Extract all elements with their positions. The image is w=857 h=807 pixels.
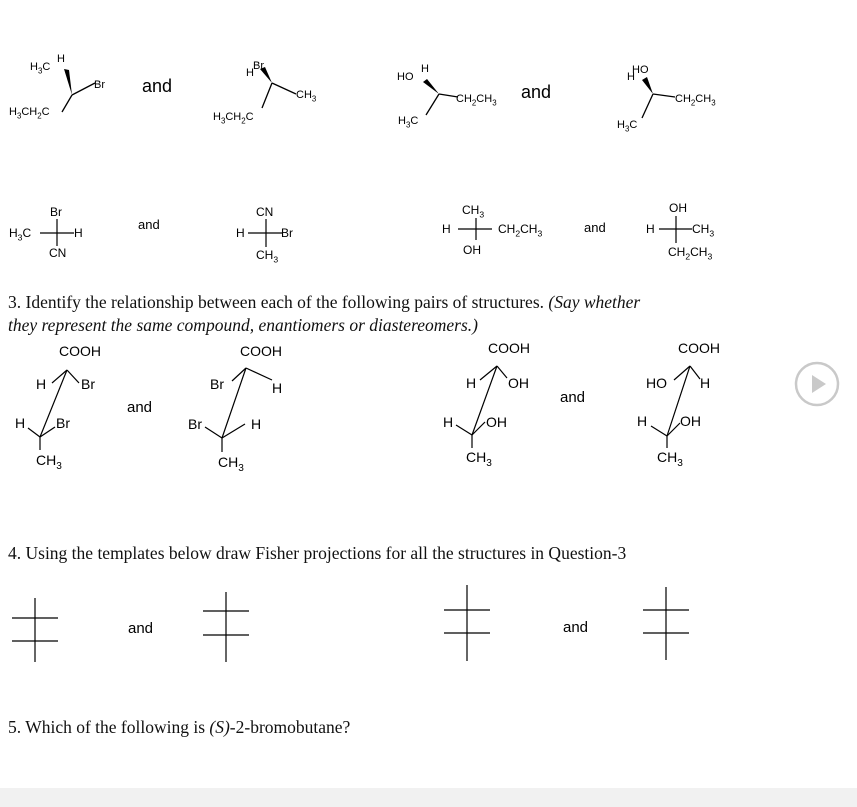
q4-number: 4. bbox=[8, 543, 22, 563]
q3-prompt-line1 bbox=[8, 292, 640, 313]
q1-d-ho: HO bbox=[632, 64, 649, 76]
q3-s2-c2-left: Br bbox=[188, 416, 202, 432]
q2-f3-top: $CH_3$ bbox=[462, 203, 485, 220]
q4-and-a: and bbox=[128, 620, 154, 637]
q4-template-1 bbox=[12, 598, 58, 662]
q1-b-br: Br bbox=[253, 60, 265, 72]
q1-molecule-d bbox=[642, 77, 675, 118]
q3-s2-c2-right: H bbox=[251, 416, 262, 432]
q2-and-b: and bbox=[584, 220, 606, 235]
q2-f4-left: H bbox=[646, 222, 655, 236]
q5-text-before: Which of the following is bbox=[25, 717, 206, 737]
q3-s1-c1-left: H bbox=[36, 376, 47, 392]
q2-f1-bottom: CN bbox=[49, 246, 67, 260]
q5-text-after: -2-bromobutane? bbox=[229, 717, 351, 737]
q1-a-h: H bbox=[57, 53, 65, 65]
q3-s1-c1-right: Br bbox=[81, 376, 95, 392]
q2-f1-top: Br bbox=[50, 205, 62, 219]
q3-prompt-line2 bbox=[8, 315, 478, 336]
q2-f4-right: $CH_3$ bbox=[692, 222, 715, 239]
q3-s1-top: COOH bbox=[59, 343, 101, 359]
q4-template-2 bbox=[203, 592, 249, 662]
q2-f3-right: $CH_2CH_3$ bbox=[498, 222, 543, 239]
q1-b-h: H bbox=[246, 67, 254, 79]
q1-c-ch2ch3: $CH_2CH_3$ bbox=[456, 93, 497, 108]
q1-b-h3ch2c: $H_3CH_2C$ bbox=[213, 111, 254, 126]
q3-s1-c2-left: H bbox=[15, 415, 26, 431]
q4-and-b: and bbox=[563, 619, 589, 636]
q3-s4-c1-left: HO bbox=[646, 375, 667, 391]
q3-structure-3 bbox=[456, 366, 507, 448]
q1-c-h: H bbox=[421, 63, 429, 75]
q1-a-h3c: $H_3C$ bbox=[30, 61, 51, 76]
q1-b-ch3: $CH_3$ bbox=[296, 89, 317, 104]
q1-and-a: and bbox=[142, 76, 173, 96]
q3-s4-c2-right: OH bbox=[680, 413, 701, 429]
q3-s3-c2-right: OH bbox=[486, 414, 507, 430]
q3-instruction-1: (Say whether bbox=[548, 292, 641, 312]
q3-s4-c1-right: H bbox=[700, 375, 711, 391]
q3-s1-c2-right: Br bbox=[56, 415, 70, 431]
q1-molecule-b bbox=[260, 67, 296, 108]
q2-f2-right: Br bbox=[281, 226, 293, 240]
footer-bar bbox=[0, 788, 857, 807]
q2-f1-left: $H_3C$ bbox=[9, 226, 32, 243]
q4-prompt bbox=[8, 543, 626, 564]
q3-s3-bottom: $CH_3$ bbox=[466, 449, 492, 470]
q2-fischer-4 bbox=[659, 216, 692, 243]
q5-number: 5. bbox=[8, 717, 22, 737]
q1-molecule-c bbox=[423, 79, 458, 115]
q3-s2-top: COOH bbox=[240, 343, 282, 359]
q1-a-h3ch2c: $H_3CH_2C$ bbox=[9, 106, 50, 121]
q3-s1-bottom: $CH_3$ bbox=[36, 452, 62, 473]
q4-template-3 bbox=[444, 585, 490, 661]
q5-prompt bbox=[8, 717, 350, 738]
q4-text: Using the templates below draw Fisher projections for all the structures in Question-3 bbox=[25, 543, 627, 563]
q1-a-br: Br bbox=[94, 79, 106, 91]
q2-f2-top: CN bbox=[256, 205, 274, 219]
q2-and-a: and bbox=[138, 217, 160, 232]
q5-config: (S) bbox=[209, 717, 230, 737]
q3-s3-top: COOH bbox=[488, 340, 530, 356]
q3-s3-c2-left: H bbox=[443, 414, 454, 430]
q2-f4-top: OH bbox=[669, 201, 687, 215]
q1-d-h3c: $H_3C$ bbox=[617, 119, 638, 134]
q2-fischer-1 bbox=[40, 219, 74, 246]
q2-f3-left: H bbox=[442, 222, 451, 236]
q3-s2-c1-left: Br bbox=[210, 376, 224, 392]
q4-template-4 bbox=[643, 587, 689, 660]
q2-f1-right: H bbox=[74, 226, 83, 240]
q3-s2-bottom: $CH_3$ bbox=[218, 454, 244, 475]
q3-s4-top: COOH bbox=[678, 340, 720, 356]
q3-s3-c1-right: OH bbox=[508, 375, 529, 391]
q2-f4-bottom: $CH_2CH_3$ bbox=[668, 245, 713, 262]
q1-c-ho: HO bbox=[397, 71, 414, 83]
q3-number: 3. bbox=[8, 292, 22, 312]
q1-and-b: and bbox=[521, 82, 552, 102]
q3-and-b: and bbox=[560, 389, 586, 406]
q3-s2-c1-right: H bbox=[272, 380, 283, 396]
q3-text: Identify the relationship between each of the following pairs of structures. bbox=[25, 292, 545, 312]
q3-s4-bottom: $CH_3$ bbox=[657, 449, 683, 470]
q1-molecule-a bbox=[62, 69, 95, 112]
q3-instruction-2: they represent the same compound, enantiomers or diastereomers.) bbox=[8, 315, 478, 335]
play-button[interactable] bbox=[794, 361, 840, 407]
q3-s3-c1-left: H bbox=[466, 375, 477, 391]
q2-f2-bottom: $CH_3$ bbox=[256, 248, 279, 265]
q1-d-h: H bbox=[627, 71, 635, 83]
q2-f3-bottom: OH bbox=[463, 243, 481, 257]
q2-fischer-2 bbox=[248, 219, 282, 247]
q1-c-h3c: $H_3C$ bbox=[398, 115, 419, 130]
q2-fischer-3 bbox=[458, 218, 492, 240]
q2-f2-left: H bbox=[236, 226, 245, 240]
q1-d-ch2ch3: $CH_2CH_3$ bbox=[675, 93, 716, 108]
q3-s4-c2-left: H bbox=[637, 413, 648, 429]
q3-and-a: and bbox=[127, 399, 153, 416]
